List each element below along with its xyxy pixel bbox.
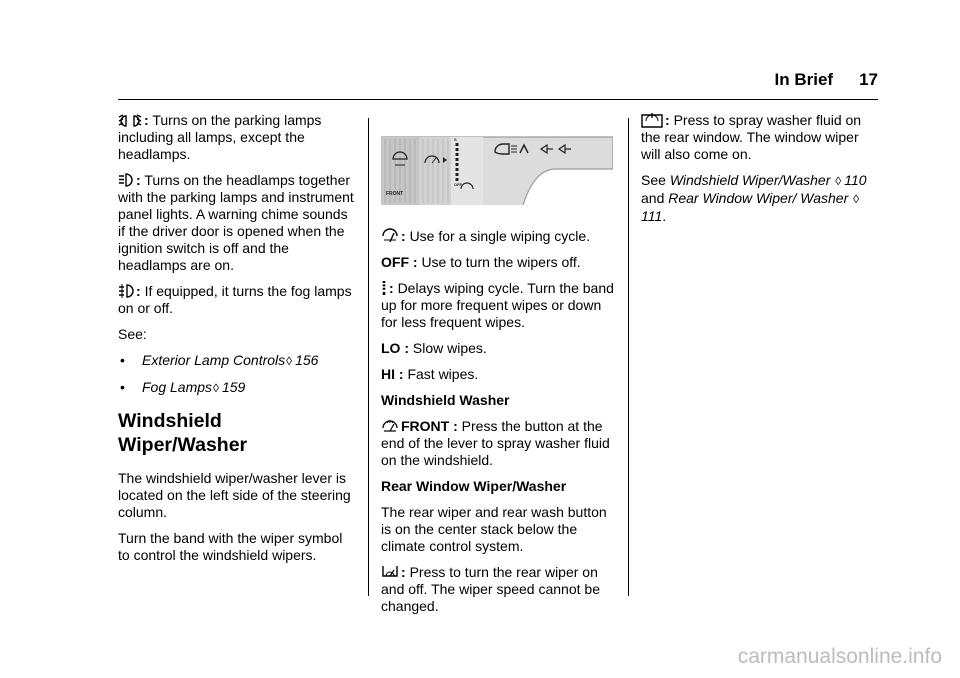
rear-washer-label: : — [665, 112, 670, 128]
lo-text: Slow wipes. — [412, 340, 487, 356]
headlamps-text: Turns on the headlamps together with the parking lamps and instrument panel lights. A warning chime sounds if the driver door is opened when the ignition switch is off and the headlamps are on. — [118, 172, 354, 273]
delay-text: Delays wiping cycle. Turn the band up for more frequent wipes or down for less frequent wipes. — [381, 280, 614, 330]
front-washer-label: FRONT : — [401, 418, 458, 434]
bullet-dot: • — [120, 352, 125, 368]
hi-label: HI : — [381, 366, 404, 382]
rear-wiper-location: The rear wiper and rear wash button is on the center stack below the climate control system. — [381, 504, 607, 554]
mist-wiper-icon — [381, 228, 399, 244]
rear-wiper-heading: Rear Window Wiper/Washer — [381, 478, 567, 494]
fog-lamp-icon — [118, 283, 134, 299]
page-ref-icon: ◊ — [853, 192, 860, 206]
lo-paragraph — [381, 340, 617, 357]
lever-s-label: S — [454, 137, 457, 142]
headlamps-label: : — [136, 172, 141, 188]
windshield-washer-heading: Windshield Washer — [381, 392, 510, 408]
front-washer-paragraph — [381, 418, 617, 469]
rear-wiper-paragraph — [381, 564, 617, 615]
section-heading: Windshield Wiper/Washer — [118, 410, 248, 456]
delay-wiper-icon — [381, 280, 387, 296]
page-number: 17 — [859, 70, 878, 89]
column-1 — [118, 112, 356, 573]
mist-paragraph — [381, 228, 617, 245]
see-references — [641, 172, 877, 225]
fog-lamps-label: : — [136, 283, 141, 299]
xref-exterior-lamp-controls[interactable]: Exterior Lamp Controls — [142, 352, 286, 368]
headlamp-icon — [118, 172, 134, 188]
xref-windshield-wiper-washer[interactable]: Windshield Wiper/Washer — [669, 172, 831, 188]
rear-wiper-label: : — [401, 564, 406, 580]
parking-lamp-icon — [118, 114, 142, 128]
sentence-end: . — [662, 208, 667, 224]
bullet-exterior-lamp-controls — [118, 352, 356, 370]
rear-wiper-icon — [381, 564, 399, 580]
section-title: In Brief — [774, 70, 834, 89]
bullet-dot: • — [120, 379, 125, 395]
running-header — [775, 70, 878, 90]
page-ref-icon: ◊ — [213, 381, 219, 395]
xref-page-156[interactable]: 156 — [295, 352, 319, 368]
column-divider-1 — [368, 118, 369, 596]
rear-washer-icon — [641, 112, 663, 128]
wiper-lever-illustration — [381, 129, 613, 205]
fog-lamps-paragraph — [118, 283, 356, 317]
fog-lamps-text: If equipped, it turns the fog lamps on or off. — [118, 283, 352, 316]
xref-page-111[interactable]: 111 — [641, 208, 663, 224]
parking-lamps-label: : — [144, 112, 149, 128]
wiper-lever-location: The windshield wiper/washer lever is located on the left side of the steering column. — [118, 470, 351, 520]
off-paragraph — [381, 254, 617, 271]
wiper-band-instruction: Turn the band with the wiper symbol to control the windshield wipers. — [118, 530, 343, 563]
bullet-fog-lamps — [118, 379, 356, 397]
xref-page-110[interactable]: 110 — [844, 172, 867, 188]
column-divider-2 — [628, 118, 629, 596]
off-text: Use to turn the wipers off. — [421, 254, 581, 270]
xref-fog-lamps[interactable]: Fog Lamps — [142, 379, 213, 395]
rear-wiper-text: Press to turn the rear wiper on and off. The wiper speed cannot be changed. — [381, 564, 600, 614]
rear-washer-paragraph — [641, 112, 877, 163]
see-label: See: — [118, 326, 147, 342]
lo-label: LO : — [381, 340, 409, 356]
xref-page-159[interactable]: 159 — [221, 379, 246, 395]
lever-off-label: OFF — [454, 182, 462, 187]
column-3 — [641, 112, 877, 234]
hi-text: Fast wipes. — [407, 366, 479, 382]
xref-rear-window-wiper-washer[interactable]: Rear Window Wiper/ Washer — [668, 190, 849, 206]
page-ref-icon: ◊ — [286, 354, 293, 368]
parking-lamps-text: Turns on the parking lamps including all lamps, except the headlamps. — [118, 112, 322, 162]
header-rule — [118, 99, 878, 100]
and-word: and — [641, 190, 665, 206]
front-washer-text: Press the button at the end of the lever to spray washer fluid on the windshield. — [381, 418, 610, 468]
rear-washer-text: Press to spray washer fluid on the rear window. The window wiper will also come on. — [641, 112, 862, 162]
see-word: See — [641, 172, 666, 188]
windshield-washer-icon — [381, 418, 399, 434]
headlamps-paragraph — [118, 172, 356, 274]
off-label: OFF : — [381, 254, 418, 270]
watermark: carmanualsonline.info — [737, 645, 942, 668]
mist-label: : — [401, 228, 406, 244]
delay-label: : — [389, 280, 394, 296]
column-2 — [381, 112, 617, 624]
parking-lamps-paragraph — [118, 112, 356, 163]
delay-paragraph — [381, 280, 617, 331]
page-ref-icon: ◊ — [835, 174, 842, 188]
mist-text: Use for a single wiping cycle. — [409, 228, 591, 244]
hi-paragraph — [381, 366, 617, 383]
lever-front-label: FRONT — [386, 191, 404, 197]
